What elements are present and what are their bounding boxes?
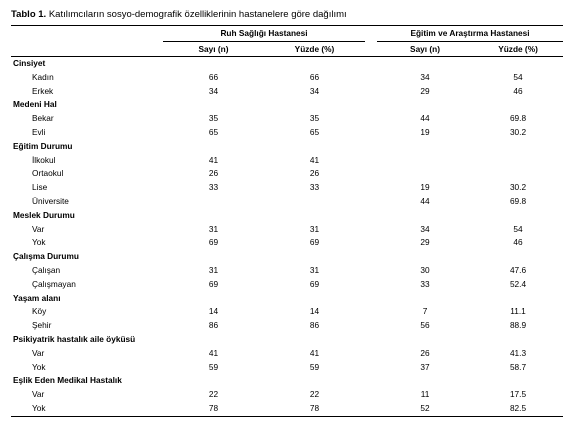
row-label: İlkokul <box>32 154 56 165</box>
cell-gap <box>365 402 377 416</box>
category-label: Eğitim Durumu <box>13 140 73 151</box>
header-hospital2: Eğitim ve Araştırma Hastanesi <box>377 26 563 42</box>
cell-h2-n: 19 <box>420 126 430 137</box>
table-row <box>11 126 563 140</box>
row-label: Bekar <box>32 113 54 124</box>
cell-gap <box>365 195 377 209</box>
cell-h2-n: 11 <box>420 389 430 400</box>
cell-h2-pct: 58.7 <box>509 361 527 372</box>
cell-gap <box>365 347 377 361</box>
header-h2-pct: Yüzde (%) <box>473 42 563 57</box>
cell-h2-pct: 30.2 <box>509 182 527 193</box>
cell-h1-pct: 86 <box>309 320 320 331</box>
category-row <box>11 57 563 71</box>
row-label: Lise <box>32 182 48 193</box>
cell-h1-pct: 31 <box>309 264 320 275</box>
category-row <box>11 98 563 112</box>
row-label: Yok <box>32 237 46 248</box>
table-row <box>11 361 563 375</box>
cell-h1-pct: 31 <box>309 223 320 234</box>
cell-h1-pct: 65 <box>309 126 320 137</box>
cell-h2-pct: 17.5 <box>509 389 527 400</box>
cell-gap <box>365 361 377 375</box>
cell-h2-pct: 69.8 <box>509 113 527 124</box>
row-label: Var <box>32 389 45 400</box>
cell-h1-n: 22 <box>208 389 219 400</box>
cell-gap <box>365 181 377 195</box>
category-row <box>11 250 563 264</box>
cell-gap <box>365 126 377 140</box>
cell-gap <box>365 112 377 126</box>
cell-h1-n: 59 <box>208 361 219 372</box>
category-row <box>11 140 563 154</box>
cell-h2-pct: 88.9 <box>509 320 527 331</box>
row-label: Çalışmayan <box>32 278 76 289</box>
cell-h2-pct: 46 <box>513 85 523 96</box>
cell-h1-pct: 41 <box>309 347 320 358</box>
cell-h1-n: 86 <box>208 320 219 331</box>
cell-h2-n: 37 <box>420 361 430 372</box>
cell-h1-pct: 34 <box>309 85 320 96</box>
cell-h2-pct: 82.5 <box>473 402 563 416</box>
cell-h1-pct: 14 <box>309 306 320 317</box>
cell-h2-pct <box>473 167 563 181</box>
cell-h2-n: 33 <box>420 278 430 289</box>
cell-h2-pct: 52.4 <box>509 278 527 289</box>
table-row <box>11 112 563 126</box>
cell-h1-pct: 41 <box>309 154 320 165</box>
table-row <box>11 388 563 402</box>
category-label: Medeni Hal <box>13 99 57 110</box>
row-label: Çalışan <box>32 264 61 275</box>
cell-h2-pct: 30.2 <box>509 126 527 137</box>
row-label: Var <box>32 347 45 358</box>
cell-h1-n: 26 <box>208 168 219 179</box>
cell-h2-n: 19 <box>420 182 430 193</box>
cell-h2-n: 44 <box>420 195 430 206</box>
cell-h1-n: 78 <box>163 402 264 416</box>
category-label: Yaşam alanı <box>13 292 61 303</box>
cell-h2-n: 29 <box>420 237 430 248</box>
row-label: Evli <box>32 126 46 137</box>
cell-gap <box>365 388 377 402</box>
cell-gap <box>365 264 377 278</box>
row-label: Ortaokul <box>32 168 64 179</box>
cell-h1-n: 31 <box>208 264 219 275</box>
table-row <box>11 195 563 209</box>
table-row <box>11 264 563 278</box>
cell-h1-n: 33 <box>208 182 219 193</box>
table-row <box>11 71 563 85</box>
row-label: Yok <box>32 361 46 372</box>
cell-h1-n: 31 <box>208 223 219 234</box>
cell-h2-n: 7 <box>422 306 428 317</box>
cell-h2-pct: 11.1 <box>510 306 526 317</box>
header-group-row <box>11 26 563 42</box>
cell-h2-pct: 41.3 <box>509 347 527 358</box>
cell-h1-pct: 78 <box>264 402 365 416</box>
cell-h2-n: 56 <box>420 320 430 331</box>
row-label: Yok <box>11 402 163 416</box>
category-row <box>11 209 563 223</box>
header-h2-n: Sayı (n) <box>377 42 473 57</box>
table-row <box>11 154 563 168</box>
row-label: Var <box>32 223 45 234</box>
table-row <box>11 278 563 292</box>
cell-h1-n: 65 <box>208 126 219 137</box>
cell-h1-pct: 69 <box>309 237 320 248</box>
cell-h1-pct: 26 <box>309 168 320 179</box>
cell-h1-pct: 59 <box>309 361 320 372</box>
cell-h2-n: 34 <box>420 71 430 82</box>
row-label: Köy <box>32 306 47 317</box>
header-gap-cell <box>365 26 377 42</box>
cell-h1-n: 66 <box>208 71 219 82</box>
cell-h1-n: 41 <box>208 154 219 165</box>
cell-h1-n: 34 <box>208 85 219 96</box>
row-label: Kadın <box>32 71 54 82</box>
header-h1-pct: Yüzde (%) <box>264 42 365 57</box>
table-row <box>11 181 563 195</box>
cell-gap <box>365 85 377 99</box>
table-row <box>11 319 563 333</box>
header-empty-cell <box>11 42 163 57</box>
table-row <box>11 347 563 361</box>
cell-h1-n <box>163 195 264 209</box>
cell-h1-n: 14 <box>208 306 219 317</box>
cell-gap <box>365 236 377 250</box>
category-label: Cinsiyet <box>13 58 46 68</box>
cell-h1-pct <box>264 195 365 209</box>
caption-label: Tablo 1. <box>11 9 47 20</box>
header-h1-n: Sayı (n) <box>163 42 264 57</box>
category-label: Eşlik Eden Medikal Hastalık <box>13 375 122 386</box>
table-row <box>11 223 563 237</box>
cell-h1-n: 41 <box>208 347 219 358</box>
category-label: Psikiyatrik hastalık aile öyküsü <box>13 333 136 344</box>
cell-h2-pct: 54 <box>513 223 523 234</box>
caption-text: Katılımcıların sosyo-demografik özelliklerinin hastanelere göre dağılımı <box>48 9 347 20</box>
cell-h2-n: 44 <box>420 113 430 124</box>
cell-h2-n <box>377 154 473 168</box>
cell-h2-n: 30 <box>420 264 430 275</box>
table-row <box>11 402 563 416</box>
cell-h2-pct: 54 <box>513 71 523 82</box>
table-row <box>11 236 563 250</box>
category-row <box>11 333 563 347</box>
cell-h1-pct: 69 <box>309 278 320 289</box>
category-label: Çalışma Durumu <box>13 251 79 262</box>
cell-gap <box>365 223 377 237</box>
row-label: Şehir <box>32 320 52 331</box>
cell-h1-pct: 33 <box>309 182 320 193</box>
cell-h2-pct: 69.8 <box>509 195 527 206</box>
row-label: Erkek <box>32 85 54 96</box>
cell-gap <box>365 305 377 319</box>
cell-h2-n: 34 <box>420 223 430 234</box>
cell-h2-pct <box>473 154 563 168</box>
cell-gap <box>365 319 377 333</box>
table-row <box>11 85 563 99</box>
category-label: Meslek Durumu <box>13 209 75 220</box>
cell-h2-n: 29 <box>420 85 430 96</box>
cell-h2-n: 26 <box>420 347 430 358</box>
table-row <box>11 305 563 319</box>
cell-h2-pct: 47.6 <box>509 264 527 275</box>
table-row <box>11 167 563 181</box>
header-gap-cell <box>365 42 377 57</box>
demographics-table <box>11 25 563 417</box>
cell-h1-pct: 22 <box>309 389 320 400</box>
header-hospital1: Ruh Sağlığı Hastanesi <box>163 26 365 42</box>
cell-h1-pct: 35 <box>309 113 320 124</box>
cell-gap <box>365 71 377 85</box>
table-caption <box>11 9 347 20</box>
category-row <box>11 374 563 388</box>
cell-h1-n: 69 <box>208 278 219 289</box>
table-body <box>11 57 563 417</box>
header-sub-row <box>11 42 563 57</box>
cell-h1-pct: 66 <box>309 71 320 82</box>
cell-h2-n: 52 <box>377 402 473 416</box>
cell-gap <box>365 167 377 181</box>
row-label: Üniversite <box>32 195 69 206</box>
category-row <box>11 292 563 306</box>
header-empty-cell <box>11 26 163 42</box>
cell-gap <box>365 278 377 292</box>
cell-h1-n: 69 <box>208 237 219 248</box>
cell-h1-n: 35 <box>208 113 219 124</box>
cell-h2-pct: 46 <box>513 237 523 248</box>
cell-h2-n <box>377 167 473 181</box>
cell-gap <box>365 154 377 168</box>
